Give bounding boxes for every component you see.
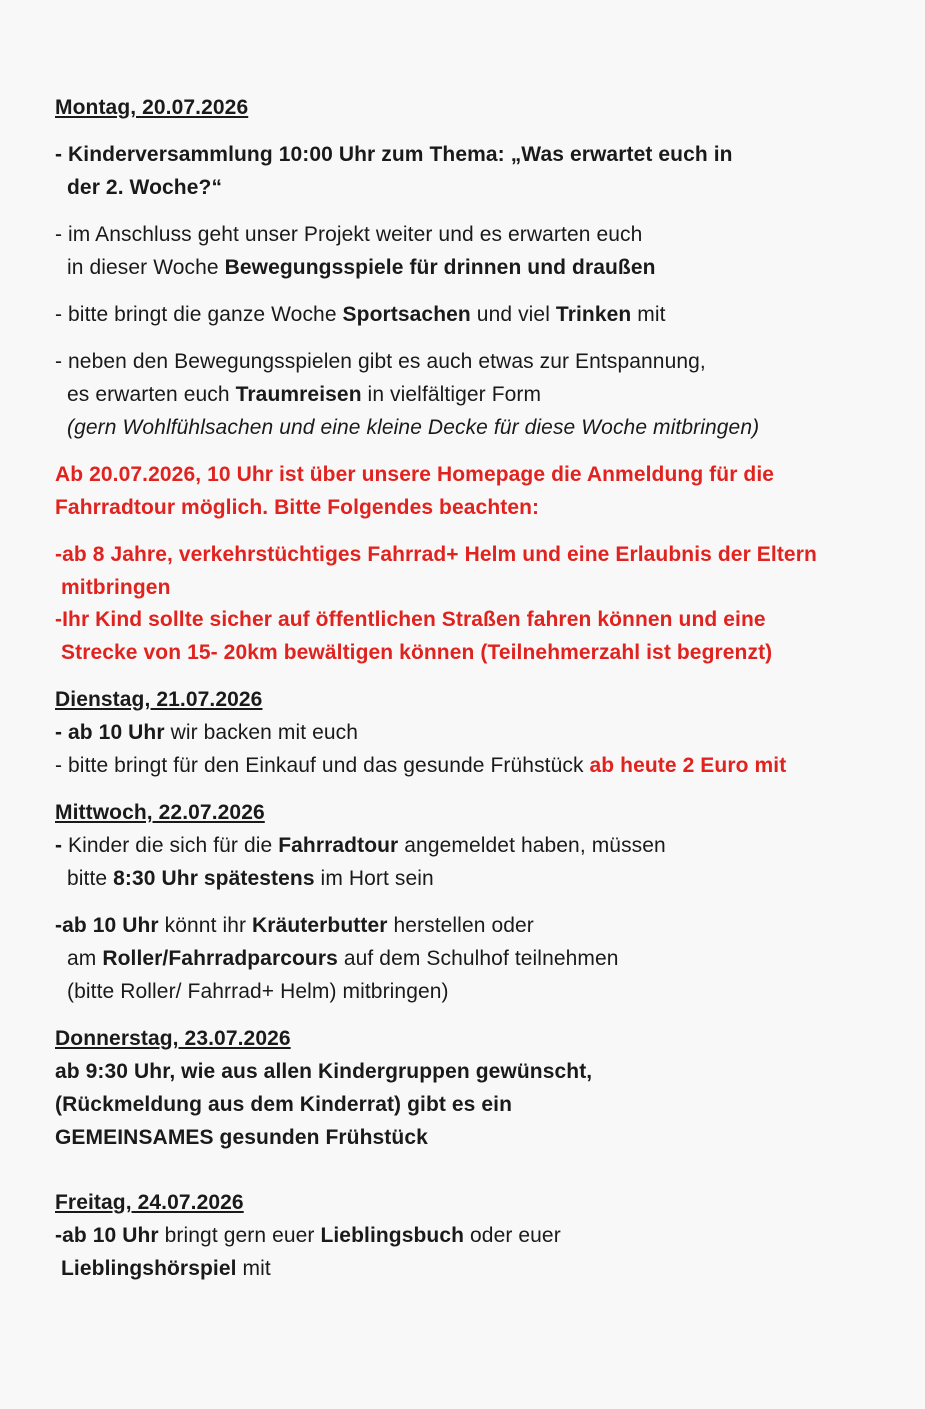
bold-text: Sportsachen xyxy=(342,303,471,326)
text: mit xyxy=(236,1257,271,1280)
notice-text: -Ihr Kind sollte sicher auf öffentlichen Straßen fahren können und eine xyxy=(55,608,766,631)
bold-text: ab 9:30 Uhr, wie aus allen Kindergruppen gewünscht, xyxy=(55,1060,593,1083)
thursday-heading: Donnerstag, 23.07.2026 xyxy=(55,1027,291,1050)
text: oder euer xyxy=(464,1224,561,1247)
wednesday-heading: Mittwoch, 22.07.2026 xyxy=(55,801,265,824)
bold-text: Bewegungsspiele für drinnen und draußen xyxy=(224,256,656,279)
bold-text: -ab 10 Uhr xyxy=(55,1224,159,1247)
monday-line xyxy=(67,251,656,284)
friday-line xyxy=(61,1252,271,1285)
text: am xyxy=(67,947,103,970)
text: - bitte bringt die ganze Woche xyxy=(55,303,343,326)
text: - bitte bringt für den Einkauf und das gesunde Frühstück xyxy=(55,754,590,777)
notice-text: Strecke von 15- 20km bewältigen können (Teilnehmerzahl ist begrenzt) xyxy=(61,641,773,664)
bold-text: Lieblingshörspiel xyxy=(61,1257,237,1280)
monday-line xyxy=(67,171,222,204)
monday-assembly-text: - Kinderversammlung 10:00 Uhr zum Thema: „Was erwartet euch in xyxy=(55,143,733,166)
thursday-line xyxy=(55,1055,592,1088)
wednesday-line xyxy=(67,942,619,975)
bold-text: 8:30 Uhr spätestens xyxy=(113,867,315,890)
bold-text: Kräuterbutter xyxy=(252,914,388,937)
thursday-line xyxy=(55,1121,428,1154)
text: könnt ihr xyxy=(158,914,253,937)
text: Kinder die sich für die xyxy=(68,834,279,857)
friday-line xyxy=(55,1219,561,1252)
notice-line xyxy=(55,538,817,571)
bold-text: Roller/Fahrradparcours xyxy=(102,947,338,970)
text: und viel xyxy=(470,303,556,326)
tuesday-heading: Dienstag, 21.07.2026 xyxy=(55,688,263,711)
wednesday-line xyxy=(55,829,666,862)
bold-text: - xyxy=(55,834,69,857)
monday-assembly-text-cont: der 2. Woche?“ xyxy=(67,176,223,199)
bold-text: (Rückmeldung aus dem Kinderrat) gibt es ein xyxy=(55,1093,513,1116)
bold-text: Fahrradtour xyxy=(278,834,399,857)
notice-line xyxy=(61,571,171,604)
text: mit xyxy=(631,303,666,326)
friday-heading: Freitag, 24.07.2026 xyxy=(55,1191,244,1214)
text: angemeldet haben, müssen xyxy=(398,834,666,857)
notice-line xyxy=(61,636,772,669)
notice-line xyxy=(55,491,539,524)
text: in vielfältiger Form xyxy=(361,383,542,406)
text: bitte xyxy=(67,867,114,890)
wednesday-line xyxy=(67,862,434,895)
notice-text: Ab 20.07.2026, 10 Uhr ist über unsere Homepage die Anmeldung für die xyxy=(55,463,775,486)
tuesday-line xyxy=(55,749,786,782)
bold-text: Traumreisen xyxy=(235,383,362,406)
highlight-text: ab heute 2 Euro mit xyxy=(589,754,787,777)
notice-text: -ab 8 Jahre, verkehrstüchtiges Fahrrad+ Helm und eine Erlaubnis der Eltern xyxy=(55,543,817,566)
monday-line: - im Anschluss geht unser Projekt weiter und es erwarten euch xyxy=(55,223,643,246)
wednesday-line xyxy=(55,909,534,942)
text: herstellen oder xyxy=(387,914,534,937)
notice-text: Fahrradtour möglich. Bitte Folgendes beachten: xyxy=(55,496,540,519)
text: bringt gern euer xyxy=(158,1224,321,1247)
notice-line xyxy=(55,603,766,636)
notice-text: mitbringen xyxy=(61,576,171,599)
bold-text: Trinken xyxy=(555,303,632,326)
notice-line xyxy=(55,458,774,491)
wednesday-line: (bitte Roller/ Fahrrad+ Helm) mitbringen) xyxy=(67,980,449,1003)
tuesday-line xyxy=(55,716,358,749)
monday-heading: Montag, 20.07.2026 xyxy=(55,96,249,119)
monday-line xyxy=(67,378,541,411)
bold-text: -ab 10 Uhr xyxy=(55,914,159,937)
bold-text: - ab 10 Uhr xyxy=(55,721,165,744)
bold-text: GEMEINSAMES gesunden Frühstück xyxy=(55,1126,428,1149)
monday-line xyxy=(55,138,733,171)
text: in dieser Woche xyxy=(67,256,225,279)
monday-line: - neben den Bewegungsspielen gibt es auch etwas zur Entspannung, xyxy=(55,350,706,373)
thursday-line xyxy=(55,1088,512,1121)
monday-line xyxy=(55,298,666,331)
text: im Hort sein xyxy=(314,867,434,890)
text: auf dem Schulhof teilnehmen xyxy=(337,947,619,970)
bold-text: Lieblingsbuch xyxy=(320,1224,465,1247)
text: wir backen mit euch xyxy=(164,721,359,744)
monday-note: (gern Wohlfühlsachen und eine kleine Decke für diese Woche mitbringen) xyxy=(67,416,760,439)
text: es erwarten euch xyxy=(67,383,236,406)
